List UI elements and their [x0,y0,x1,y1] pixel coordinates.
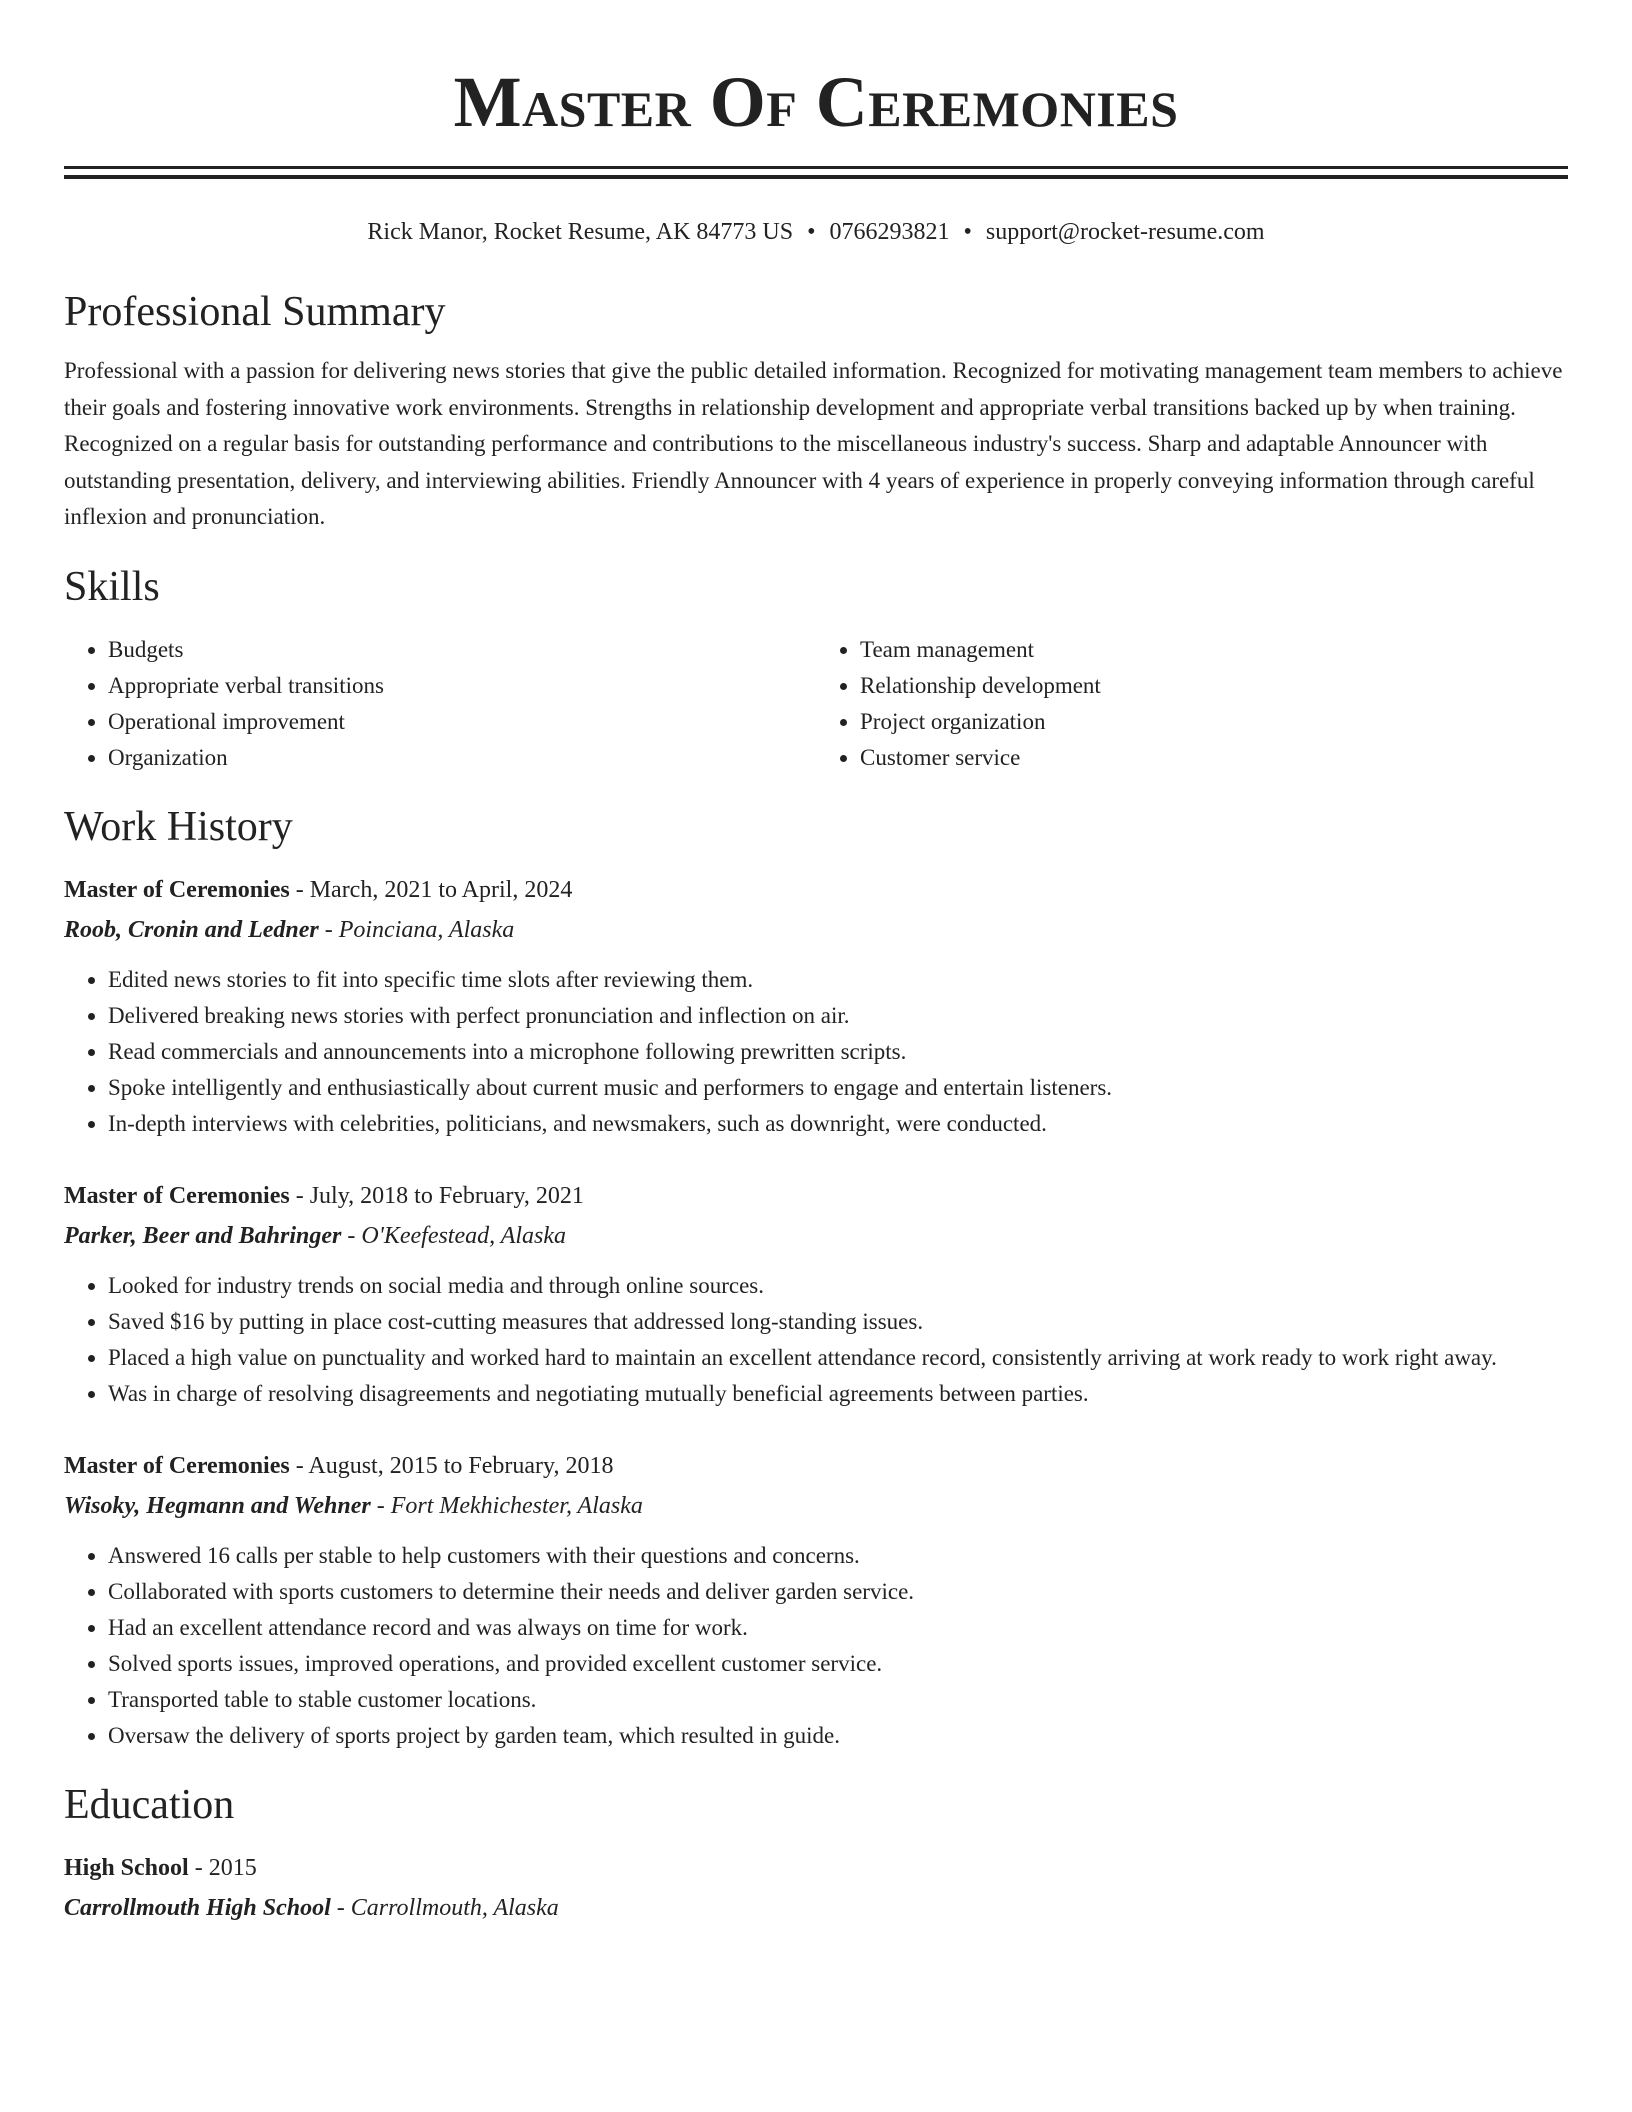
job-header [64,1176,1568,1216]
skill-item: • Operational improvement [108,704,816,740]
job-bullet: • In-depth interviews with celebrities, politicians, and newsmakers, such as downright, were conducted. [108,1106,1568,1142]
work-history-heading: Work History [64,803,293,850]
title-rule-top [64,166,1568,169]
job-bullet: • Oversaw the delivery of sports project by garden team, which resulted in guide. [108,1718,1568,1754]
education-degree: High School [64,1854,189,1881]
job-bullet: • Delivered breaking news stories with perfect pronunciation and inflection on air. [108,998,1568,1034]
resume-title: Master Of Ceremonies [453,62,1179,142]
summary-heading: Professional Summary [64,289,446,335]
job-header [64,870,1568,910]
job-bullet: • Saved $16 by putting in place cost-cutting measures that addressed long-standing issues. [108,1304,1568,1340]
job-title: Master of Ceremonies [64,1452,290,1479]
contact-phone: 0766293821 [829,219,950,245]
skill-item: • Team management [860,632,1568,668]
contact-email[interactable]: support@rocket-resume.com [985,219,1265,245]
job-employer-line [64,1486,1568,1526]
skills-list-right [816,632,1568,776]
skill-item: • Appropriate verbal transitions [108,668,816,704]
job-bullet: • Placed a high value on punctuality and worked hard to maintain an excellent attendance record, consistently arriving at work ready to work right away. [108,1340,1568,1376]
education-school: Carrollmouth High School [64,1894,331,1921]
education-header [64,1848,1568,1888]
job-employer: Roob, Cronin and Ledner [64,916,319,943]
job-bullets [64,962,1568,1142]
job-bullet: • Spoke intelligently and enthusiastically about current music and performers to engage and entertain listeners. [108,1070,1568,1106]
job-bullet: • Was in charge of resolving disagreements and negotiating mutually beneficial agreements between parties. [108,1376,1568,1412]
contact-line [64,217,1568,247]
title-rule-bottom [64,175,1568,179]
education-school-line [64,1888,1568,1928]
job-bullet: • Solved sports issues, improved operations, and provided excellent customer service. [108,1646,1568,1682]
job-bullet: • Edited news stories to fit into specific time slots after reviewing them. [108,962,1568,998]
job-bullet: • Answered 16 calls per stable to help customers with their questions and concerns. [108,1538,1568,1574]
job-title: Master of Ceremonies [64,876,290,903]
skill-item: • Organization [108,740,816,776]
skills-heading: Skills [64,563,160,610]
summary-text: Professional with a passion for delivering news stories that give the public detailed information. Recognized for motivating management team members to achieve their goals and fostering innovative work environments. Strengths in relationship development and appropriate verbal transitions backed up by when training. Recognized on a regular basis for outstanding performance and contributions to the miscellaneous industry's success. Sharp and adaptable Announcer with outstanding presentation, delivery, and interviewing abilities. Friendly Announcer with 4 years of experience in properly conveying information through careful inflexion and pronunciation. [64,358,1563,529]
job-bullet: • Transported table to stable customer locations. [108,1682,1568,1718]
job-dates: - March, 2021 to April, 2024 [289,876,573,903]
education-location: - Carrollmouth, Alaska [330,1894,559,1921]
skills-list-left [64,632,816,776]
job-bullet: • Read commercials and announcements into a microphone following prewritten scripts. [108,1034,1568,1070]
skill-item: • Budgets [108,632,816,668]
job-dates: - August, 2015 to February, 2018 [289,1452,614,1479]
job-dates: - July, 2018 to February, 2021 [289,1182,584,1209]
job-employer-line [64,910,1568,950]
skill-item: • Project organization [860,704,1568,740]
skills-grid [64,632,1568,776]
job-bullets [64,1538,1568,1754]
job-employer: Wisoky, Hegmann and Wehner [64,1492,371,1519]
job-location: - Poinciana, Alaska [318,916,515,943]
contact-separator: • [807,219,816,245]
job-employer: Parker, Beer and Bahringer [64,1222,342,1249]
skill-item: • Relationship development [860,668,1568,704]
job-bullet: • Collaborated with sports customers to determine their needs and deliver garden service. [108,1574,1568,1610]
contact-separator: • [963,219,972,245]
job-bullets [64,1268,1568,1412]
job-location: - O'Keefestead, Alaska [341,1222,567,1249]
education-heading: Education [64,1781,235,1828]
job-location: - Fort Mekhichester, Alaska [370,1492,643,1519]
job-employer-line [64,1216,1568,1256]
job-bullet: • Looked for industry trends on social media and through online sources. [108,1268,1568,1304]
contact-address: Rick Manor, Rocket Resume, AK 84773 US [367,219,794,245]
education-year: - 2015 [188,1854,257,1881]
job-title: Master of Ceremonies [64,1182,290,1209]
job-bullet: • Had an excellent attendance record and was always on time for work. [108,1610,1568,1646]
job-header [64,1446,1568,1486]
skill-item: • Customer service [860,740,1568,776]
